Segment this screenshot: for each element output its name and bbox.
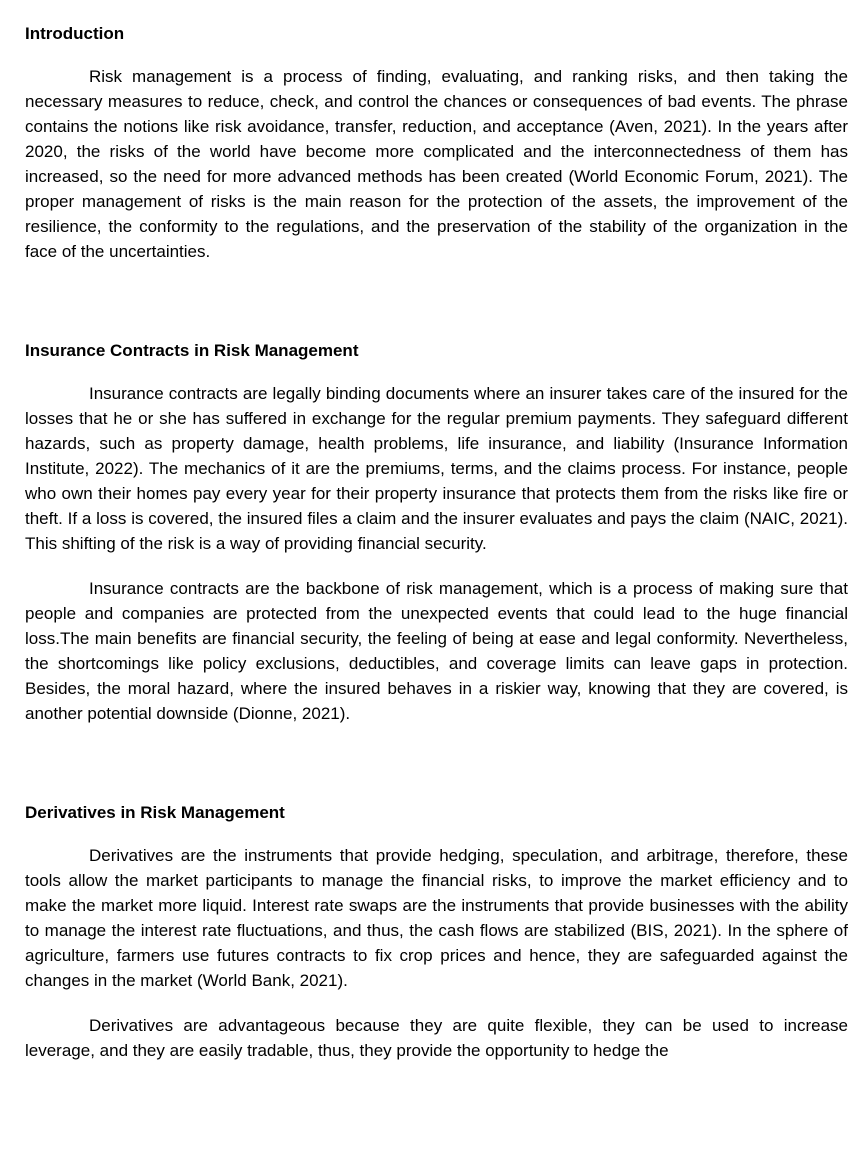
paragraph: Derivatives are the instruments that provide hedging, speculation, and arbitrage, therefore, these tools allow the market participants to manage the financial risks, to improve the market efficiency and to make the market more liquid. Interest rate swaps are the instruments that provide businesses with the ability to manage the interest rate fluctuations, and thus, the cash flows are stabilized (BIS, 2021). In the sphere of agriculture, farmers use futures contracts to fix crop prices and hence, they are safeguarded against the changes in the market (World Bank, 2021). — [25, 846, 848, 990]
paragraph: Risk management is a process of finding, evaluating, and ranking risks, and then taking the necessary measures to reduce, check, and control the chances or consequences of bad events. The phrase contains the notions like risk avoidance, transfer, reduction, and acceptance (Aven, 2021). In the years after 2020, the risks of the world have become more complicated and the interconnectedness of them has increased, so the need for more advanced methods has been created (World Economic Forum, 2021). The proper management of risks is the main reason for the protection of the assets, the improvement of the resilience, the conformity to the regulations, and the preservation of the stability of the organization in the face of the uncertainties. — [25, 67, 848, 261]
section-derivatives — [25, 800, 848, 1063]
section-heading-insurance-contracts: Insurance Contracts in Risk Management — [25, 341, 359, 360]
section-introduction — [25, 21, 848, 264]
section-insurance-contracts — [25, 338, 848, 726]
paragraph: Insurance contracts are the backbone of risk management, which is a process of making sure that people and companies are protected from the unexpected events that could lead to the huge financial loss.The main benefits are financial security, the feeling of being at ease and legal conformity. Nevertheless, the shortcomings like policy exclusions, deductibles, and coverage limits can leave gaps in protection. Besides, the moral hazard, where the insured behaves in a riskier way, knowing that they are covered, is another potential downside (Dionne, 2021). — [25, 579, 848, 723]
section-heading-introduction: Introduction — [25, 24, 125, 43]
section-heading-derivatives: Derivatives in Risk Management — [25, 803, 285, 822]
paragraph: Insurance contracts are legally binding documents where an insurer takes care of the insured for the losses that he or she has suffered in exchange for the regular premium payments. They safeguard different hazards, such as property damage, health problems, life insurance, and liability (Insurance Information Institute, 2022). The mechanics of it are the premiums, terms, and the claims process. For instance, people who own their homes pay every year for their property insurance that protects them from the risks like fire or theft. If a loss is covered, the insured files a claim and the insurer evaluates and pays the claim (NAIC, 2021). This shifting of the risk is a way of providing financial security. — [25, 384, 848, 553]
paragraph: Derivatives are advantageous because they are quite flexible, they can be used to increase leverage, and they are easily tradable, thus, they provide the opportunity to hedge the — [25, 1016, 848, 1060]
